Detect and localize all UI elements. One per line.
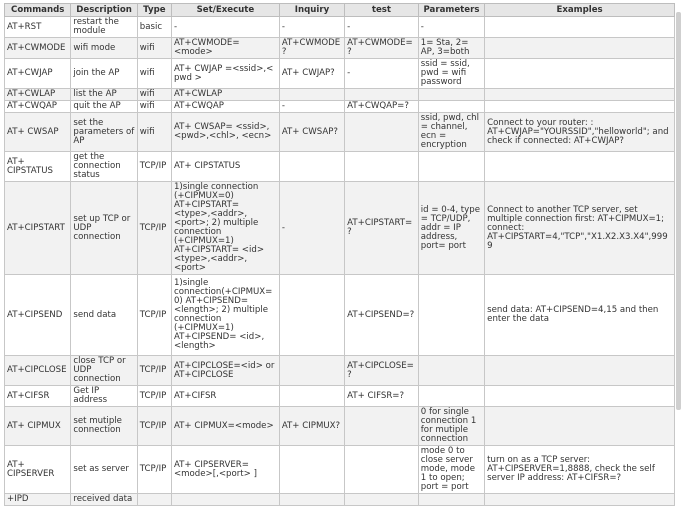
cell-description: Get IP address xyxy=(71,386,137,407)
cell-set-execute xyxy=(171,494,279,506)
table-row xyxy=(5,275,675,356)
cell-set-execute: AT+CIFSR xyxy=(171,386,279,407)
cell-command: AT+CIFSR xyxy=(5,386,71,407)
cell-test: AT+ CIFSR=? xyxy=(345,386,419,407)
cell-description: restart the module xyxy=(71,17,137,38)
cell-description: received data xyxy=(71,494,137,506)
cell-parameters: - xyxy=(418,17,484,38)
cell-test: AT+CIPSTART=? xyxy=(345,182,419,275)
scrollbar[interactable] xyxy=(676,12,681,410)
cell-command: AT+ CIPMUX xyxy=(5,407,71,446)
table-row xyxy=(5,38,675,59)
cell-command: AT+CWQAP xyxy=(5,101,71,113)
cell-inquiry xyxy=(279,446,344,494)
cell-description: wifi mode xyxy=(71,38,137,59)
header-type[interactable]: Type xyxy=(137,4,171,17)
table-row xyxy=(5,17,675,38)
cell-parameters xyxy=(418,356,484,386)
cell-set-execute: 1)single connection (+CIPMUX=0) AT+CIPSTART= <type>,<addr>,<port>; 2) multiple connection (+CIPMUX=1) AT+CIPSTART= <id><type>,<addr>, <port> xyxy=(171,182,279,275)
cell-type: TCP/IP xyxy=(137,407,171,446)
cell-test xyxy=(345,113,419,152)
cell-set-execute: AT+CWLAP xyxy=(171,89,279,101)
at-command-table xyxy=(4,3,675,506)
cell-inquiry xyxy=(279,152,344,182)
cell-test: AT+CWQAP=? xyxy=(345,101,419,113)
cell-inquiry: - xyxy=(279,182,344,275)
cell-type: TCP/IP xyxy=(137,356,171,386)
cell-set-execute: AT+ CWSAP= <ssid>,<pwd>,<chl>, <ecn> xyxy=(171,113,279,152)
cell-parameters xyxy=(418,101,484,113)
cell-set-execute: AT+CWMODE=<mode> xyxy=(171,38,279,59)
cell-set-execute: AT+CWQAP xyxy=(171,101,279,113)
cell-set-execute: - xyxy=(171,17,279,38)
cell-set-execute: AT+ CIPSTATUS xyxy=(171,152,279,182)
cell-parameters xyxy=(418,152,484,182)
cell-description: set mutiple connection xyxy=(71,407,137,446)
cell-test: AT+CIPSEND=? xyxy=(345,275,419,356)
cell-inquiry xyxy=(279,89,344,101)
cell-examples xyxy=(485,152,675,182)
cell-examples xyxy=(485,386,675,407)
table-body xyxy=(5,17,675,506)
table-row xyxy=(5,113,675,152)
cell-parameters: mode 0 to close server mode, mode 1 to open; port = port xyxy=(418,446,484,494)
cell-inquiry: AT+ CIPMUX? xyxy=(279,407,344,446)
cell-set-execute: 1)single connection(+CIPMUX=0) AT+CIPSEND=<length>; 2) multiple connection (+CIPMUX=1) AT+CIPSEND= <id>,<length> xyxy=(171,275,279,356)
cell-set-execute: AT+ CIPMUX=<mode> xyxy=(171,407,279,446)
cell-inquiry: - xyxy=(279,17,344,38)
table-row xyxy=(5,446,675,494)
cell-parameters: ssid, pwd, chl = channel, ecn = encryption xyxy=(418,113,484,152)
table-row xyxy=(5,182,675,275)
cell-command: AT+CIPCLOSE xyxy=(5,356,71,386)
cell-type: wifi xyxy=(137,101,171,113)
cell-examples xyxy=(485,38,675,59)
cell-parameters: ssid = ssid, pwd = wifi password xyxy=(418,59,484,89)
cell-inquiry xyxy=(279,356,344,386)
cell-parameters: 0 for single connection 1 for mutiple connection xyxy=(418,407,484,446)
cell-parameters xyxy=(418,275,484,356)
cell-command: +IPD xyxy=(5,494,71,506)
cell-examples xyxy=(485,356,675,386)
cell-inquiry xyxy=(279,275,344,356)
cell-parameters xyxy=(418,386,484,407)
cell-test xyxy=(345,407,419,446)
table-row xyxy=(5,152,675,182)
cell-inquiry: AT+CWMODE? xyxy=(279,38,344,59)
header-commands[interactable]: Commands xyxy=(5,4,71,17)
cell-type: TCP/IP xyxy=(137,275,171,356)
cell-parameters xyxy=(418,494,484,506)
cell-type: wifi xyxy=(137,89,171,101)
cell-examples: Connect to your router: : AT+CWJAP="YOURSSID","helloworld"; and check if connected: AT+CWJAP? xyxy=(485,113,675,152)
cell-description: get the connection status xyxy=(71,152,137,182)
table-row xyxy=(5,89,675,101)
cell-command: AT+RST xyxy=(5,17,71,38)
cell-test xyxy=(345,446,419,494)
cell-type: TCP/IP xyxy=(137,152,171,182)
cell-test: - xyxy=(345,17,419,38)
cell-description: set up TCP or UDP connection xyxy=(71,182,137,275)
cell-inquiry xyxy=(279,494,344,506)
cell-examples xyxy=(485,494,675,506)
cell-examples xyxy=(485,101,675,113)
cell-description: list the AP xyxy=(71,89,137,101)
cell-type: wifi xyxy=(137,59,171,89)
cell-inquiry: - xyxy=(279,101,344,113)
cell-examples xyxy=(485,17,675,38)
table-row xyxy=(5,494,675,506)
cell-command: AT+CWJAP xyxy=(5,59,71,89)
cell-type: TCP/IP xyxy=(137,446,171,494)
header-parameters[interactable]: Parameters xyxy=(418,4,484,17)
table-row xyxy=(5,386,675,407)
cell-test: - xyxy=(345,59,419,89)
cell-set-execute: AT+ CWJAP =<ssid>,< pwd > xyxy=(171,59,279,89)
header-test[interactable]: test xyxy=(345,4,419,17)
table-row xyxy=(5,59,675,89)
cell-command: AT+ CIPSERVER xyxy=(5,446,71,494)
cell-examples: send data: AT+CIPSEND=4,15 and then enter the data xyxy=(485,275,675,356)
cell-test xyxy=(345,152,419,182)
table-row xyxy=(5,101,675,113)
cell-description: join the AP xyxy=(71,59,137,89)
header-set-execute[interactable]: Set/Execute xyxy=(171,4,279,17)
cell-description: set the parameters of AP xyxy=(71,113,137,152)
cell-description: send data xyxy=(71,275,137,356)
cell-examples xyxy=(485,89,675,101)
cell-type: wifi xyxy=(137,113,171,152)
cell-inquiry: AT+ CWSAP? xyxy=(279,113,344,152)
cell-parameters: id = 0-4, type = TCP/UDP, addr = IP address, port= port xyxy=(418,182,484,275)
cell-examples xyxy=(485,59,675,89)
cell-set-execute: AT+ CIPSERVER= <mode>[,<port> ] xyxy=(171,446,279,494)
cell-command: AT+ CWSAP xyxy=(5,113,71,152)
table-row xyxy=(5,407,675,446)
cell-type: TCP/IP xyxy=(137,182,171,275)
header-inquiry[interactable]: Inquiry xyxy=(279,4,344,17)
cell-description: close TCP or UDP connection xyxy=(71,356,137,386)
cell-type: TCP/IP xyxy=(137,386,171,407)
header-description[interactable]: Description xyxy=(71,4,137,17)
cell-test: AT+CWMODE=? xyxy=(345,38,419,59)
cell-command: AT+CWMODE xyxy=(5,38,71,59)
cell-command: AT+ CIPSTATUS xyxy=(5,152,71,182)
table-row xyxy=(5,356,675,386)
cell-command: AT+CIPSTART xyxy=(5,182,71,275)
header-row xyxy=(5,4,675,17)
header-examples[interactable]: Examples xyxy=(485,4,675,17)
cell-set-execute: AT+CIPCLOSE=<id> or AT+CIPCLOSE xyxy=(171,356,279,386)
cell-inquiry: AT+ CWJAP? xyxy=(279,59,344,89)
cell-test xyxy=(345,89,419,101)
cell-inquiry xyxy=(279,386,344,407)
cell-examples xyxy=(485,407,675,446)
cell-description: set as server xyxy=(71,446,137,494)
cell-type xyxy=(137,494,171,506)
cell-command: AT+CWLAP xyxy=(5,89,71,101)
cell-examples: turn on as a TCP server: AT+CIPSERVER=1,8888, check the self server IP address: AT+CIFSR=? xyxy=(485,446,675,494)
at-command-table-container xyxy=(4,3,675,506)
cell-type: wifi xyxy=(137,38,171,59)
cell-parameters: 1= Sta, 2= AP, 3=both xyxy=(418,38,484,59)
cell-description: quit the AP xyxy=(71,101,137,113)
cell-test xyxy=(345,494,419,506)
cell-parameters xyxy=(418,89,484,101)
cell-test: AT+CIPCLOSE=? xyxy=(345,356,419,386)
cell-command: AT+CIPSEND xyxy=(5,275,71,356)
cell-examples: Connect to another TCP server, set multiple connection first: AT+CIPMUX=1; connect: AT+CIPSTART=4,"TCP","X1.X2.X3.X4",9999 xyxy=(485,182,675,275)
cell-type: basic xyxy=(137,17,171,38)
